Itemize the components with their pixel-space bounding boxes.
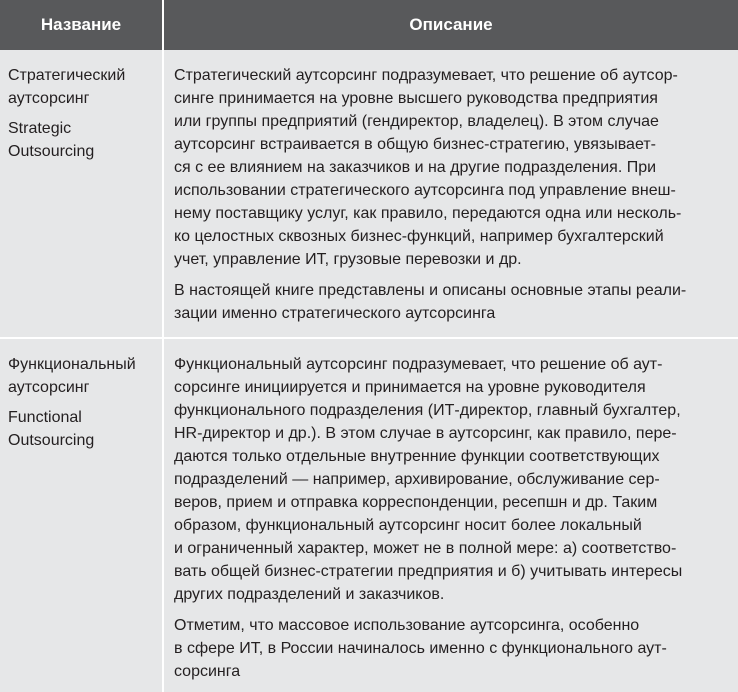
description-paragraph: В настоящей книге представлены и описаны основные этапы реали- зации именно стратегического аутсорсинга [174,282,687,322]
column-divider [162,50,164,337]
table-header [0,0,738,50]
header-name: Название [40,15,122,34]
name-russian: Функциональный аутсорсинг [8,356,136,396]
column-divider [162,339,164,692]
description-paragraph: Стратегический аутсорсинг подразумевает, что решение об аутсор- синге принимается на уровне высшего руководства предприятия или группы предприятий (гендиректор, владелец). В этом случае аутсорсинг встраивается в общую бизнес-стратегию, увязывает- ся с ее влиянием на заказчиков и на другие подразделения. При использовании стратегического аутсорсинга под управление внеш- нему поставщику услуг, как правило, передаются одна или несколь- ко целостных сквозных бизнес-функций, например бухгалтерский учет, управление ИТ, грузовые перевозки и др. [174,67,682,268]
table-row [0,50,738,337]
row-description-cell [174,353,736,691]
row-name-cell [8,64,160,170]
row-name-cell [8,353,160,459]
row-description-cell [174,64,736,333]
table-row [0,339,738,692]
name-russian: Стратегический аутсорсинг [8,67,126,107]
header-description: Описание [409,15,493,34]
name-english: Functional Outsourcing [8,409,95,449]
description-paragraph: Отметим, что массовое использование аутсорсинга, особенно в сфере ИТ, в России начиналось именно с функционального аут- сорсинга [174,617,667,680]
description-paragraph: Функциональный аутсорсинг подразумевает, что решение об аут- сорсинге инициируется и принимается на уровне руководителя функционального подразделения (ИТ-директор, главный бухгалтер, HR-директор и др.). В этом случае в аутсорсинг, как правило, пере- даются только отдельные внутренние функции соответствующих подразделений — например, архивирование, обслуживание сер- веров, прием и отправка корреспонденции, ресепшн и др. Таким образом, функциональный аутсорсинг носит более локальный и ограниченный характер, может не в полной мере: а) соответство- вать общей бизнес-стратегии предприятия и б) учитывать интересы других подразделений и заказчиков. [174,356,683,603]
name-english: Strategic Outsourcing [8,120,95,160]
